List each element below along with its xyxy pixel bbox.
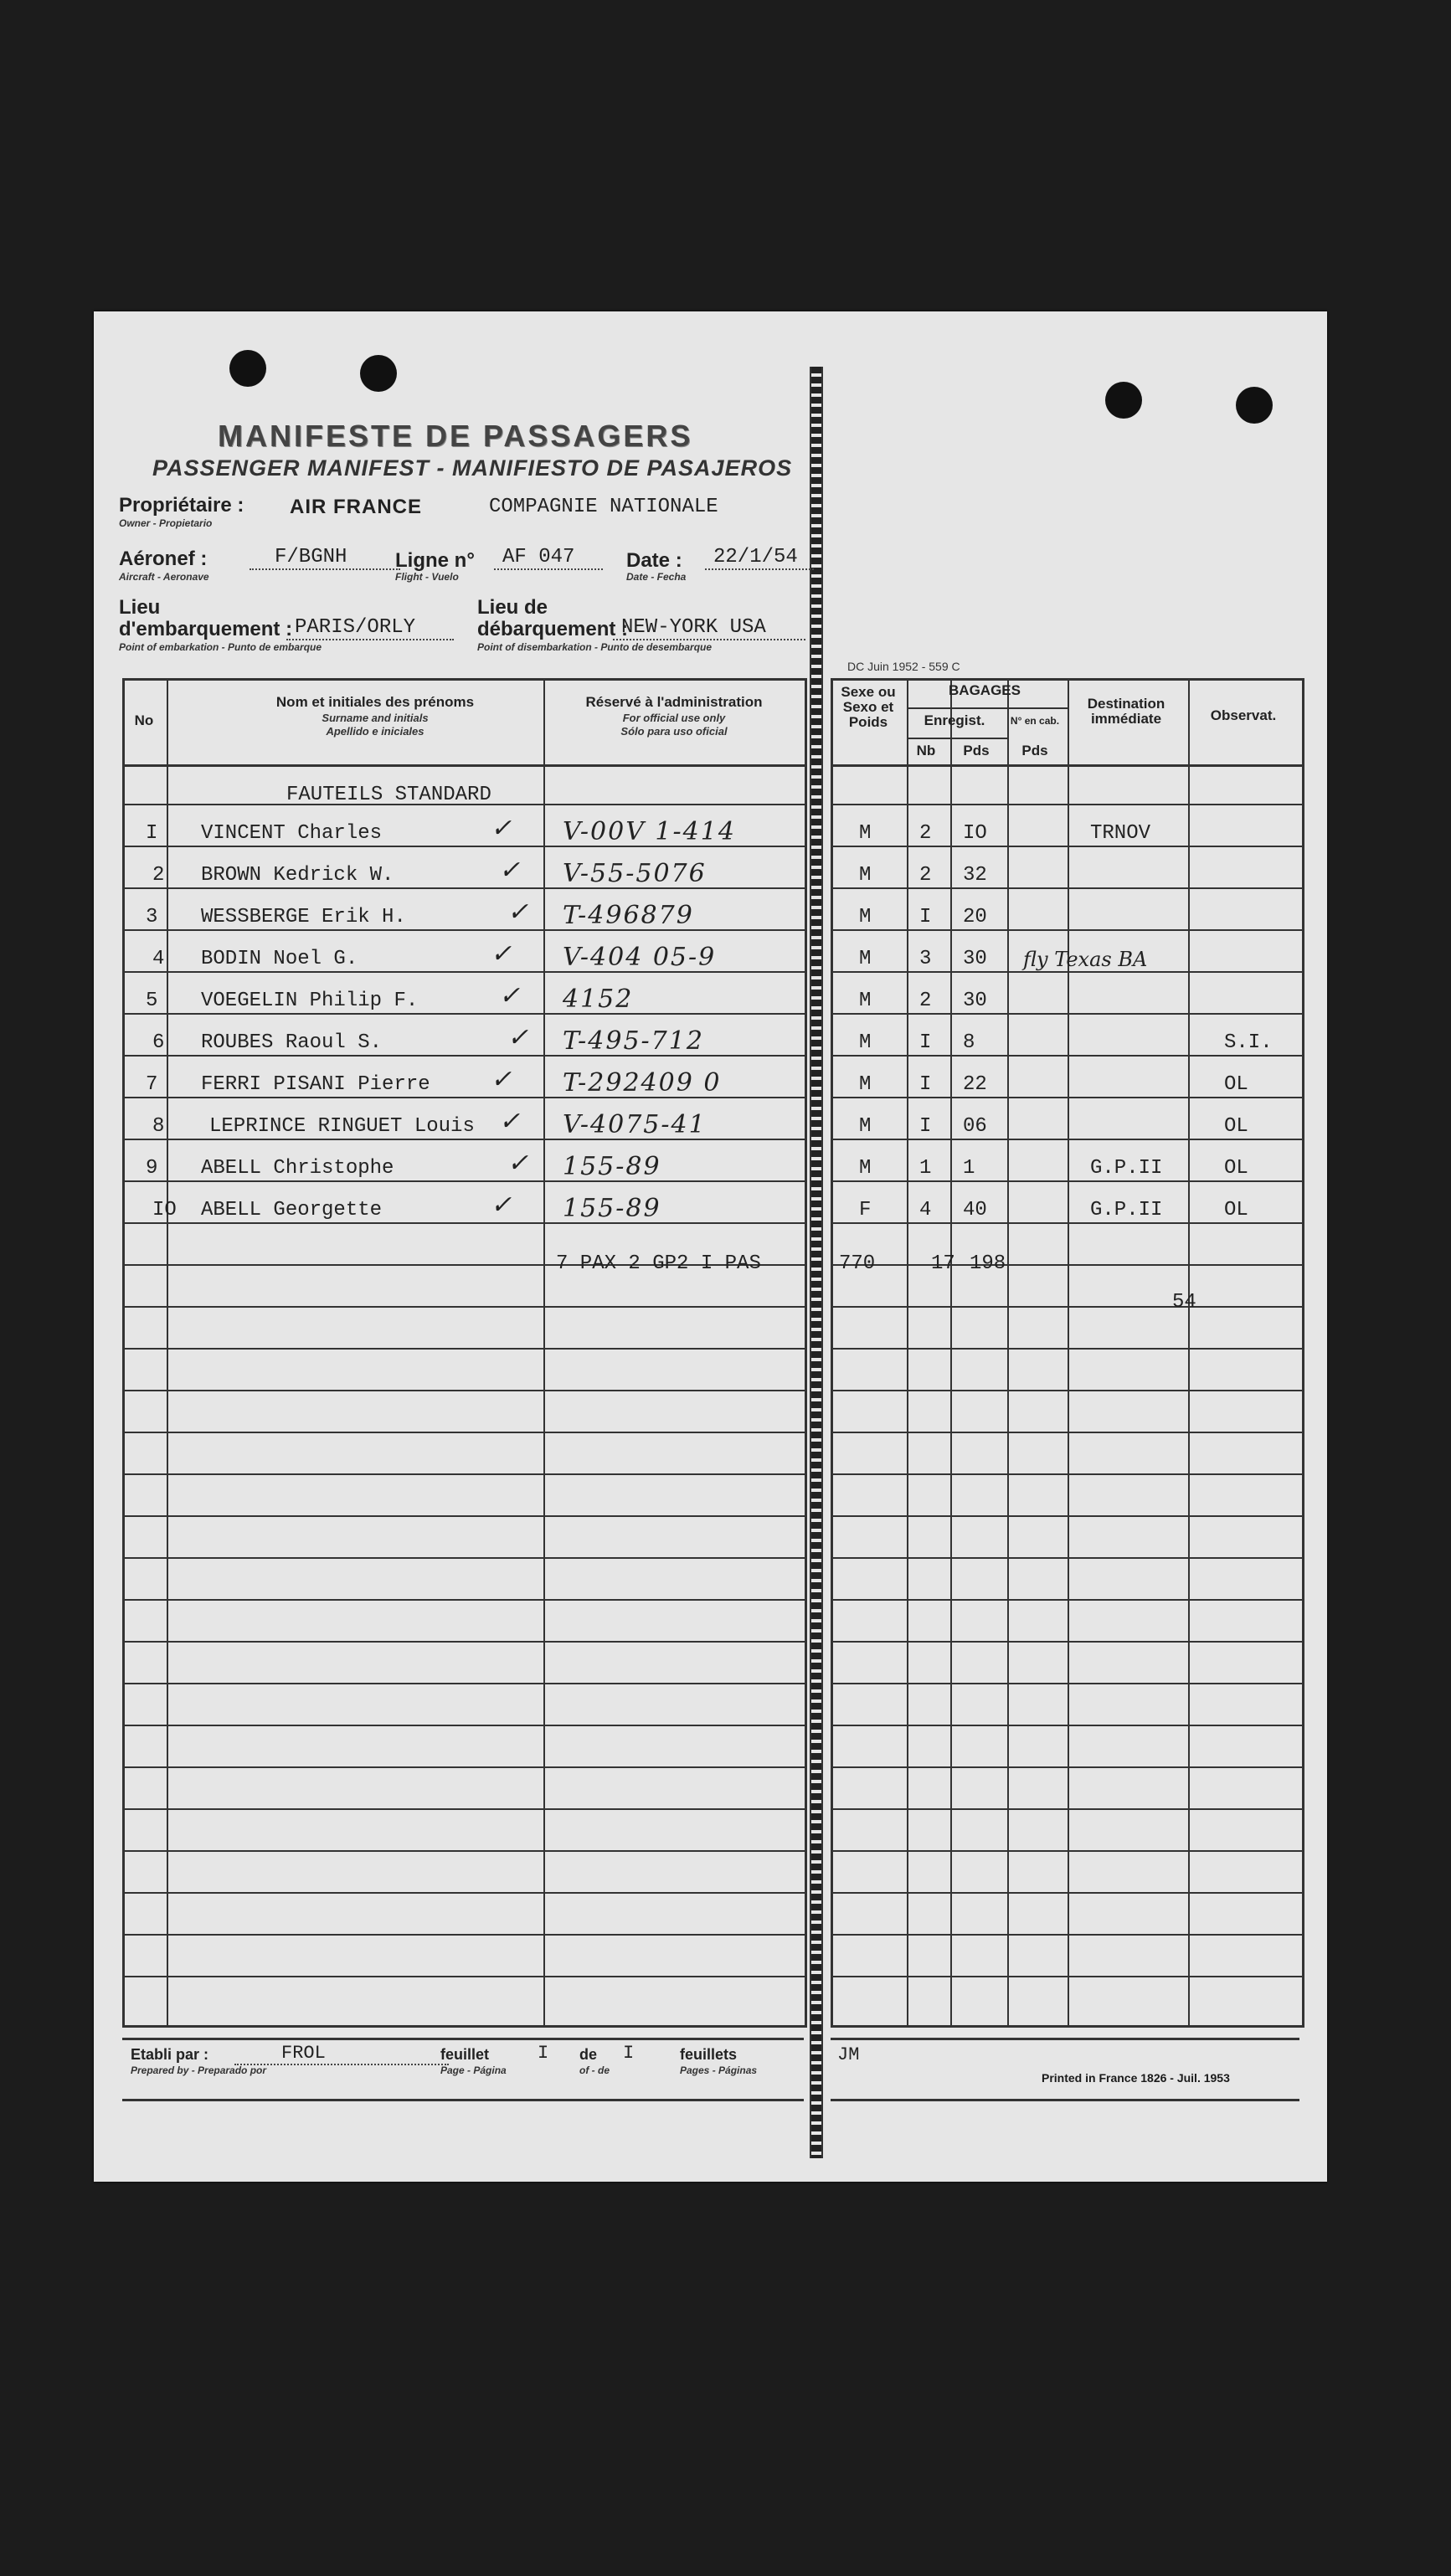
pages-label: feuillets [680, 2046, 738, 2063]
flight-value: AF 047 [494, 546, 603, 570]
row-rule [122, 1515, 805, 1517]
baggage-count: 4 [919, 1199, 932, 1221]
row-rule [122, 1180, 805, 1182]
baggage-weight: 40 [963, 1199, 987, 1221]
clerk-initials: JM [837, 2044, 860, 2065]
tick-mark: ✓ [499, 1107, 521, 1136]
row-rule [831, 971, 1302, 973]
row-number: 3 [146, 906, 158, 928]
destination: fly Texas BA [1023, 948, 1148, 971]
manifest-sheet [94, 311, 1327, 2182]
totals-admin: 7 PAX 2 GP2 I PAS [556, 1252, 761, 1275]
baggage-weight: 30 [963, 990, 987, 1012]
of-label: de [579, 2046, 598, 2063]
tick-mark: ✓ [507, 1149, 529, 1178]
row-number: 9 [146, 1157, 158, 1180]
row-rule [831, 1641, 1302, 1643]
col-pds: Pds [963, 743, 990, 758]
col-registered: Enregist. [924, 712, 985, 728]
row-rule [831, 1473, 1302, 1475]
col-sex: Sexe ou Sexo et Poids [841, 684, 896, 730]
disembark-label-line2: débarquement : [477, 618, 629, 640]
row-number: 4 [152, 948, 165, 970]
baggage-count: I [919, 1073, 932, 1096]
row-rule [831, 1934, 1302, 1936]
sex-value: M [859, 864, 872, 887]
col-name-es: Apellido e iniciales [326, 725, 424, 738]
disembark-value: NEW-YORK USA [613, 616, 805, 640]
destination: G.P.II [1090, 1157, 1163, 1180]
passenger-name: LEPRINCE RINGUET Louis [209, 1115, 475, 1138]
row-rule [122, 929, 805, 931]
prepared-label: Etabli par : [131, 2046, 209, 2063]
baggage-count: 1 [919, 1157, 932, 1180]
row-rule [831, 1390, 1302, 1391]
row-rule [831, 1515, 1302, 1517]
baggage-count: 3 [919, 948, 932, 970]
observation: OL [1224, 1157, 1248, 1180]
page-subtitle: PASSENGER MANIFEST - MANIFIESTO DE PASAJEROS [152, 455, 793, 481]
form-code: DC Juin 1952 - 559 C [847, 660, 960, 673]
date-sublabel: Date - Fecha [626, 571, 687, 583]
col-destination: Destination immédiate [1087, 696, 1165, 727]
row-rule [831, 1013, 1302, 1015]
sex-value: M [859, 1031, 872, 1054]
admin-number: 155-89 [563, 1194, 661, 1223]
col-pds-cab: Pds [1021, 743, 1048, 758]
baggage-count: I [919, 906, 932, 928]
baggage-weight: 1 [963, 1157, 975, 1180]
baggage-weight: 06 [963, 1115, 987, 1138]
baggage-count: 2 [919, 864, 932, 887]
admin-number: T-495-712 [563, 1026, 704, 1056]
row-rule [831, 846, 1302, 847]
row-rule [831, 1850, 1302, 1852]
tick-mark: ✓ [491, 1065, 512, 1094]
row-number: I [146, 822, 158, 845]
embark-label-line1: Lieu [119, 596, 161, 619]
col-admin-es: Sólo para uso oficial [620, 725, 728, 738]
footer-right [831, 2038, 1299, 2101]
tick-mark: ✓ [491, 1190, 512, 1220]
row-number: IO [152, 1199, 177, 1221]
tick-mark: ✓ [491, 814, 512, 843]
destination: G.P.II [1090, 1199, 1163, 1221]
destination: TRNOV [1090, 822, 1151, 845]
col-admin-en: For official use only [622, 712, 726, 724]
of-sublabel: of - de [579, 2064, 610, 2076]
admin-number: 4152 [563, 985, 634, 1014]
row-rule [831, 1264, 1302, 1266]
row-rule [831, 1766, 1302, 1768]
embark-label-line2: d'embarquement : [119, 618, 293, 640]
admin-number: V-55-5076 [563, 859, 707, 888]
passenger-name: WESSBERGE Erik H. [201, 906, 406, 928]
punch-hole [1236, 387, 1273, 424]
admin-number: 155-89 [563, 1152, 661, 1181]
row-rule [831, 1180, 1302, 1182]
admin-number: V-00V 1-414 [563, 817, 736, 846]
row-rule [831, 1808, 1302, 1810]
baggage-count: 2 [919, 822, 932, 845]
perforation-fold [810, 367, 823, 2158]
baggage-weight: 22 [963, 1073, 987, 1096]
col-cab: N° en cab. [1010, 715, 1060, 727]
passenger-table-right [831, 678, 1304, 2028]
passenger-name: BROWN Kedrick W. [201, 864, 394, 887]
passenger-name: VINCENT Charles [201, 822, 383, 845]
of-value: I [623, 2043, 635, 2064]
disembark-sublabel: Point of disembarkation - Punto de desembarque [477, 641, 713, 653]
passenger-name: ABELL Georgette [201, 1199, 383, 1221]
row-rule [122, 1683, 805, 1684]
baggage-count: I [919, 1115, 932, 1138]
owner-sublabel: Owner - Propietario [119, 517, 213, 529]
baggage-count: 2 [919, 990, 932, 1012]
tick-mark: ✓ [499, 981, 521, 1010]
sheet-label: feuillet [440, 2046, 490, 2063]
row-rule [831, 804, 1302, 805]
flight-label: Ligne n° [395, 549, 475, 572]
printed-note: Printed in France 1826 - Juil. 1953 [1042, 2071, 1230, 2085]
row-number: 8 [152, 1115, 165, 1138]
passenger-name: ROUBES Raoul S. [201, 1031, 383, 1054]
observation: S.I. [1224, 1031, 1273, 1054]
date-label: Date : [626, 549, 682, 572]
baggage-weight: IO [963, 822, 987, 845]
sex-value: F [859, 1199, 872, 1221]
passenger-name: BODIN Noel G. [201, 948, 358, 970]
row-rule [122, 1850, 805, 1852]
aircraft-label: Aéronef : [119, 548, 208, 570]
punch-hole [229, 350, 266, 387]
col-nb: Nb [916, 743, 936, 758]
tick-mark: ✓ [499, 856, 521, 885]
row-rule [122, 1390, 805, 1391]
admin-number: T-496879 [563, 901, 694, 930]
row-rule [831, 1097, 1302, 1098]
col-name-en: Surname and initials [322, 712, 429, 724]
row-rule [831, 1976, 1302, 1977]
admin-number: V-4075-41 [563, 1110, 707, 1139]
owner-value: AIR FRANCE [290, 496, 422, 518]
totals-sex: 770 [839, 1252, 876, 1275]
sex-value: M [859, 1115, 872, 1138]
row-rule [122, 1432, 805, 1433]
col-admin: Réservé à l'administration [585, 694, 763, 710]
section-label: FAUTEILS STANDARD [286, 784, 491, 806]
row-rule [831, 1222, 1302, 1224]
flight-sublabel: Flight - Vuelo [395, 571, 459, 583]
passenger-name: FERRI PISANI Pierre [201, 1073, 430, 1096]
admin-number: V-404 05-9 [563, 943, 717, 972]
row-rule [122, 1766, 805, 1768]
sex-value: M [859, 822, 872, 845]
embark-sublabel: Point of embarkation - Punto de embarque [119, 641, 322, 653]
tick-mark: ✓ [507, 1023, 529, 1052]
baggage-count: I [919, 1031, 932, 1054]
baggage-weight: 8 [963, 1031, 975, 1054]
row-rule [831, 1306, 1302, 1308]
sex-value: M [859, 1073, 872, 1096]
observation: OL [1224, 1073, 1248, 1096]
observation: OL [1224, 1115, 1248, 1138]
aircraft-value: F/BGNH [250, 546, 400, 570]
col-no: No [134, 712, 154, 728]
row-number: 6 [152, 1031, 165, 1054]
pages-sublabel: Pages - Páginas [680, 2064, 758, 2076]
row-rule [831, 1892, 1302, 1894]
observation: OL [1224, 1199, 1248, 1221]
totals-nb: 17 [931, 1252, 955, 1275]
row-rule [831, 1139, 1302, 1140]
row-rule [122, 1892, 805, 1894]
row-rule [122, 1222, 805, 1224]
row-rule [122, 1599, 805, 1601]
embark-value: PARIS/ORLY [286, 616, 454, 640]
punch-hole [1105, 382, 1142, 419]
row-number: 7 [146, 1073, 158, 1096]
page-title: MANIFESTE DE PASSAGERS [218, 419, 693, 453]
disembark-label-line1: Lieu de [477, 596, 548, 619]
row-rule [831, 1725, 1302, 1726]
row-rule [831, 1683, 1302, 1684]
row-rule [831, 1348, 1302, 1350]
owner-company: COMPAGNIE NATIONALE [489, 496, 718, 518]
tick-mark: ✓ [507, 897, 529, 927]
row-rule [122, 1725, 805, 1726]
col-observ: Observat. [1210, 707, 1277, 723]
passenger-name: VOEGELIN Philip F. [201, 990, 419, 1012]
tick-mark: ✓ [491, 939, 512, 969]
col-name: Nom et initiales des prénoms [275, 694, 475, 710]
sex-value: M [859, 948, 872, 970]
col-baggage: BAGAGES [949, 682, 1021, 698]
prepared-value: FROL [234, 2043, 449, 2065]
date-value: 22/1/54 [705, 546, 814, 570]
row-rule [122, 1013, 805, 1015]
baggage-weight: 32 [963, 864, 987, 887]
sheet-value: I [538, 2043, 549, 2064]
row-rule [831, 1432, 1302, 1433]
passenger-name: ABELL Christophe [201, 1157, 394, 1180]
sex-value: M [859, 1157, 872, 1180]
row-rule [122, 1976, 805, 1977]
row-rule [122, 1641, 805, 1643]
baggage-weight: 20 [963, 906, 987, 928]
row-rule [831, 1599, 1302, 1601]
row-rule [122, 1306, 805, 1308]
admin-number: T-292409 0 [563, 1068, 722, 1098]
row-rule [831, 1557, 1302, 1559]
prepared-sublabel: Prepared by - Preparado por [131, 2064, 267, 2076]
sex-value: M [859, 990, 872, 1012]
row-rule [122, 1934, 805, 1936]
row-rule [122, 1557, 805, 1559]
owner-label: Propriétaire : [119, 494, 244, 517]
row-rule [122, 1473, 805, 1475]
aircraft-sublabel: Aircraft - Aeronave [119, 571, 209, 583]
sex-value: M [859, 906, 872, 928]
row-number: 5 [146, 990, 158, 1012]
sheet-sublabel: Page - Página [440, 2064, 507, 2076]
row-rule [122, 1808, 805, 1810]
row-rule [122, 1348, 805, 1350]
totals-pds: 198 [970, 1252, 1006, 1275]
row-rule [831, 1055, 1302, 1057]
baggage-weight: 30 [963, 948, 987, 970]
row-number: 2 [152, 864, 165, 887]
row-rule [831, 929, 1302, 931]
punch-hole [360, 355, 397, 392]
row-rule [831, 887, 1302, 889]
totals-extra: 54 [1172, 1291, 1196, 1314]
